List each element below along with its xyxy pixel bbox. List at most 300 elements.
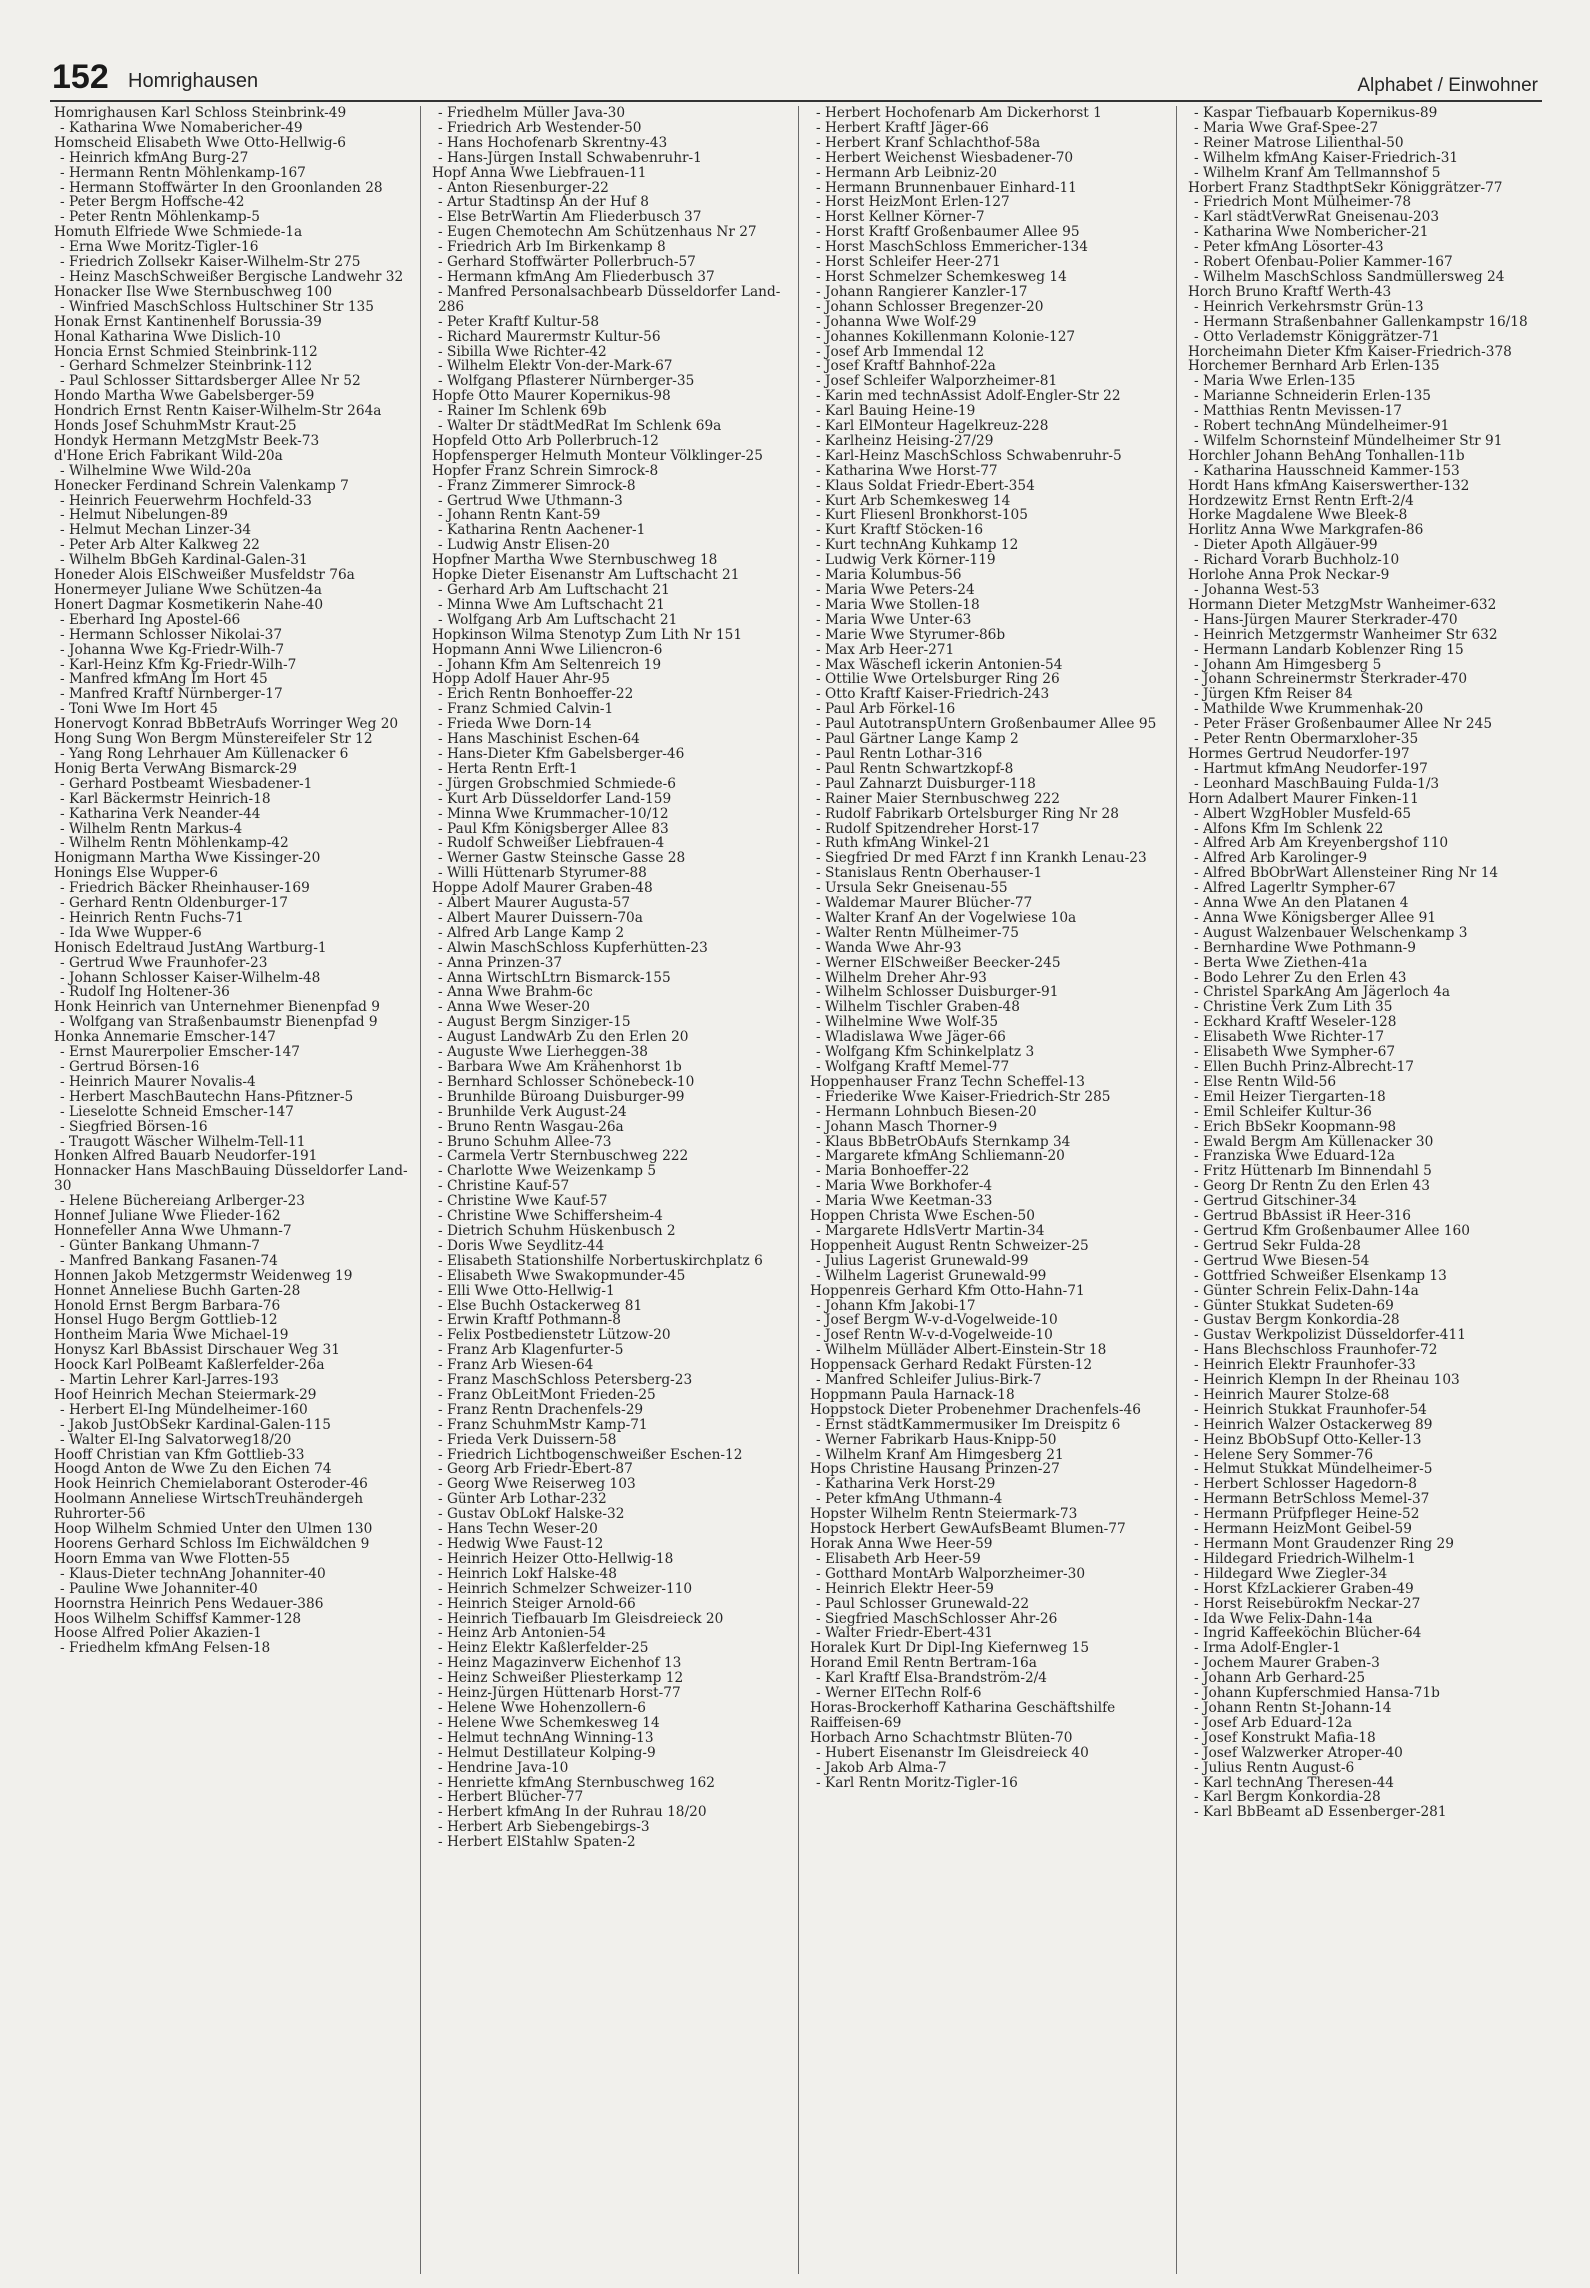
directory-entry: - Ernst städtKammermusiker Im Dreispitz 6 bbox=[816, 1416, 1121, 1433]
directory-entry: - Rudolf Ing Holtener-36 bbox=[60, 984, 230, 1001]
directory-entry: - Felix Postbedienstetr Lützow-20 bbox=[438, 1327, 671, 1344]
directory-entry: Hong Sung Won Bergm Münstereifeler Str 12 bbox=[54, 731, 373, 748]
directory-entry: - Werner ElSchweißer Beecker-245 bbox=[816, 954, 1061, 971]
directory-entry: - Horst HeizMont Erlen-127 bbox=[816, 194, 1010, 211]
directory-entry: - Auguste Wwe Lierheggen-38 bbox=[438, 1044, 648, 1061]
directory-entry: - Paul Kfm Königsberger Allee 83 bbox=[438, 820, 669, 837]
directory-entry: - Heinrich Lokf Halske-48 bbox=[438, 1565, 617, 1582]
directory-entry: - Anton Riesenburger-22 bbox=[438, 179, 609, 196]
directory-entry: - Marianne Schneiderin Erlen-135 bbox=[1194, 388, 1431, 405]
directory-entry: Honken Alfred Bauarb Neudorfer-191 bbox=[54, 1148, 318, 1165]
directory-entry: - Alfred Arb Lange Kamp 2 bbox=[438, 924, 625, 941]
directory-entry: - Herbert Blücher-77 bbox=[438, 1789, 584, 1806]
directory-entry: Honings Else Wupper-6 bbox=[54, 865, 218, 882]
directory-entry: Honnefeller Anna Wwe Uhmann-7 bbox=[54, 1222, 292, 1239]
directory-entry: - Johann Schlosser Kaiser-Wilhelm-48 bbox=[60, 969, 321, 986]
directory-entry: - Johannes Kokillenmann Kolonie-127 bbox=[816, 328, 1076, 345]
directory-entry: Honacker Ilse Wwe Sternbuschweg 100 bbox=[54, 283, 333, 300]
directory-entry: - Josef Arb Immendal 12 bbox=[816, 343, 985, 360]
directory-entry: - Julius Rentn August-6 bbox=[1194, 1759, 1355, 1776]
directory-entry: - Klaus BbBetrObAufs Sternkamp 34 bbox=[816, 1133, 1071, 1150]
directory-entry: - Else BetrWartin Am Fliederbusch 37 bbox=[438, 209, 702, 226]
directory-entry: - Heinrich Metzgermstr Wanheimer Str 632 bbox=[1194, 626, 1498, 643]
directory-entry: - Hermann HeizMont Geibel-59 bbox=[1194, 1521, 1412, 1538]
directory-entry: - Barbara Wwe Am Krähenhorst 1b bbox=[438, 1059, 682, 1075]
directory-entry: - Rainer Im Schlenk 69b bbox=[438, 403, 607, 420]
directory-entry: - Katharina Wwe Nombericher-21 bbox=[1194, 224, 1429, 241]
directory-entry: - Brunhilde Verk August-24 bbox=[438, 1103, 627, 1120]
directory-entry: Hontheim Maria Wwe Michael-19 bbox=[54, 1327, 289, 1344]
directory-entry: - Erich Rentn Bonhoeffer-22 bbox=[438, 686, 634, 703]
directory-entry: Honal Katharina Wwe Dislich-10 bbox=[54, 328, 281, 345]
directory-entry: - Helene Büchereiang Arlberger-23 bbox=[60, 1193, 305, 1210]
directory-entry: - Gerhard Arb Am Luftschacht 21 bbox=[438, 582, 670, 598]
directory-entry: - Paul Rentn Schwartzkopf-8 bbox=[816, 760, 1014, 777]
directory-entry: Horak Anna Wwe Heer-59 bbox=[810, 1536, 993, 1552]
directory-entry: - Elisabeth Stationshilfe Norbertuskirchplatz 6 bbox=[438, 1252, 763, 1269]
directory-entry: - Alwin MaschSchloss Kupferhütten-23 bbox=[438, 939, 708, 956]
directory-entry: Honert Dagmar Kosmetikerin Nahe-40 bbox=[54, 596, 324, 613]
directory-entry: - Helmut Stukkat Mündelheimer-5 bbox=[1194, 1461, 1433, 1478]
directory-entry: - Josef Arb Eduard-12a bbox=[1194, 1714, 1353, 1731]
directory-entry: - Herbert kfmAng In der Ruhrau 18/20 bbox=[438, 1804, 707, 1821]
directory-entry: - Kurt Kraftf Stöcken-16 bbox=[816, 522, 984, 539]
directory-entry: - Gustav Bergm Konkordia-28 bbox=[1194, 1312, 1400, 1329]
directory-entry: Honk Heinrich van Unternehmer Bienenpfad 9 bbox=[54, 999, 380, 1016]
directory-entry: - Hildegard Wwe Ziegler-34 bbox=[1194, 1565, 1388, 1582]
directory-entry: - Alfons Kfm Im Schlenk 22 bbox=[1194, 820, 1384, 837]
directory-entry: Hopf Anna Wwe Liebfrauen-11 bbox=[432, 164, 647, 181]
directory-entry: - Hendrine Java-10 bbox=[438, 1759, 569, 1776]
directory-entry: - Manfred Kraftf Nürnberger-17 bbox=[60, 686, 283, 703]
directory-entry: - August Walzenbauer Welschenkamp 3 bbox=[1194, 924, 1468, 941]
directory-entry: Hoppstock Dieter Probenehmer Drachenfels-46 bbox=[810, 1401, 1141, 1418]
directory-entry: - Mathilde Wwe Krummenhak-20 bbox=[1194, 701, 1424, 718]
directory-entry: d'Hone Erich Fabrikant Wild-20a bbox=[54, 447, 283, 464]
directory-entry: - Alfred Arb Karolinger-9 bbox=[1194, 850, 1368, 867]
directory-entry: - Erna Wwe Moritz-Tigler-16 bbox=[60, 239, 259, 256]
directory-entry: - Willi Hüttenarb Styrumer-88 bbox=[438, 865, 647, 882]
directory-entry: - Friedrich Arb Westender-50 bbox=[438, 119, 642, 136]
directory-entry: - Hans Hochofenarb Skrentny-43 bbox=[438, 134, 668, 151]
directory-entry: Honecker Ferdinand Schrein Valenkamp 7 bbox=[54, 477, 349, 494]
directory-entry: - Hans Blechschloss Fraunhofer-72 bbox=[1194, 1342, 1438, 1359]
directory-entry: - Katharina Hausschneid Kammer-153 bbox=[1194, 462, 1460, 479]
directory-entry: - Bernhard Schlosser Schönebeck-10 bbox=[438, 1073, 695, 1090]
directory-entry: - Sibilla Wwe Richter-42 bbox=[438, 343, 607, 360]
directory-entry: - Johann Rentn Kant-59 bbox=[438, 507, 601, 524]
directory-entry: - Fritz Hüttenarb Im Binnendahl 5 bbox=[1194, 1163, 1432, 1180]
directory-entry: - Charlotte Wwe Weizenkamp 5 bbox=[438, 1163, 657, 1180]
directory-entry: - Ursula Sekr Gneisenau-55 bbox=[816, 880, 1008, 897]
directory-entry: - Heinz BbObSupf Otto-Keller-13 bbox=[1194, 1431, 1422, 1448]
directory-entry: - Toni Wwe Im Hort 45 bbox=[60, 701, 218, 718]
directory-entry: - Friederike Wwe Kaiser-Friedrich-Str 285 bbox=[816, 1088, 1111, 1105]
directory-entry: - Maria Wwe Keetman-33 bbox=[816, 1193, 993, 1210]
directory-entry: - Heinz MaschSchweißer Bergische Landwehr 32 bbox=[60, 268, 404, 285]
directory-entry: - Franz Arb Klagenfurter-5 bbox=[438, 1342, 624, 1359]
directory-entry: - Herbert Schlosser Hagedorn-8 bbox=[1194, 1476, 1417, 1493]
directory-entry: - Klaus-Dieter technAng Johanniter-40 bbox=[60, 1565, 326, 1582]
directory-entry: Honds Josef SchuhmMstr Kraut-25 bbox=[54, 418, 297, 435]
directory-entry: - Martin Lehrer Karl-Jarres-193 bbox=[60, 1372, 279, 1389]
directory-entry: - Paul AutotranspUntern Großenbaumer Allee 95 bbox=[816, 716, 1157, 733]
directory-entry: - Josef Schleifer Walporzheimer-81 bbox=[816, 373, 1058, 390]
directory-entry: - Kaspar Tiefbauarb Kopernikus-89 bbox=[1194, 106, 1438, 121]
directory-entry: - Minna Wwe Am Luftschacht 21 bbox=[438, 596, 665, 613]
directory-entry: - Doris Wwe Seydlitz-44 bbox=[438, 1237, 605, 1254]
directory-entry: Hopstock Herbert GewAufsBeamt Blumen-77 bbox=[810, 1521, 1126, 1538]
directory-entry: - Richard Vorarb Buchholz-10 bbox=[1194, 552, 1400, 569]
directory-entry: - Max Wäschefl ickerin Antonien-54 bbox=[816, 656, 1063, 673]
directory-entry: - Horst Reisebürokfm Neckar-27 bbox=[1194, 1595, 1421, 1612]
directory-entry: - Walter Dr städtMedRat Im Schlenk 69a bbox=[438, 418, 722, 435]
directory-entry: - Wolfgang Pflasterer Nürnberger-35 bbox=[438, 373, 695, 390]
directory-entry: Honsel Hugo Bergm Gottlieb-12 bbox=[54, 1312, 278, 1329]
directory-entry: - Wolfgang Kfm Schinkelplatz 3 bbox=[816, 1044, 1035, 1061]
directory-entry: - Manfred kfmAng Im Hort 45 bbox=[60, 671, 268, 688]
directory-entry: - Kurt Arb Düsseldorfer Land-159 bbox=[438, 790, 672, 807]
directory-entry: - Maria Bonhoeffer-22 bbox=[816, 1163, 970, 1180]
directory-entry: Homrighausen Karl Schloss Steinbrink-49 bbox=[54, 106, 347, 121]
directory-entry: Hopfensperger Helmuth Monteur Völklinger-25 bbox=[432, 447, 763, 464]
directory-entry: - Heinz Elektr Kaßlerfelder-25 bbox=[438, 1640, 649, 1657]
directory-entry: - Wilhelm BbGeh Kardinal-Galen-31 bbox=[60, 552, 308, 569]
directory-entry: - Erwin Kraftf Pothmann-8 bbox=[438, 1312, 621, 1329]
directory-entry: - Brunhilde Büroang Duisburger-99 bbox=[438, 1088, 685, 1105]
directory-entry: - Erich BbSekr Koopmann-98 bbox=[1194, 1118, 1397, 1135]
directory-entry: - Gertrud Sekr Fulda-28 bbox=[1194, 1237, 1361, 1254]
directory-entry: - Heinrich Verkehrsmstr Grün-13 bbox=[1194, 298, 1424, 315]
directory-entry: - Peter kfmAng Lösorter-43 bbox=[1194, 239, 1384, 256]
directory-entry: - Julius Lagerist Grunewald-99 bbox=[816, 1252, 1029, 1269]
directory-entry: - Christel SparkAng Am Jägerloch 4a bbox=[1194, 984, 1451, 1001]
directory-entry: Hoppenheit August Rentn Schweizer-25 bbox=[810, 1237, 1089, 1254]
directory-entry: - Heinrich Klempn In der Rheinau 103 bbox=[1194, 1372, 1460, 1389]
directory-entry: - Herta Rentn Erft-1 bbox=[438, 760, 578, 777]
directory-entry: - Anna Wwe Königsberger Allee 91 bbox=[1194, 909, 1437, 926]
directory-entry: - Manfred Personalsachbearb Düsseldorfer Land-286 bbox=[438, 283, 781, 315]
directory-entry: - Franz Rentn Drachenfels-29 bbox=[438, 1401, 644, 1418]
directory-entry: - Johann Kfm Jakobi-17 bbox=[816, 1297, 976, 1314]
directory-entry: - Christine Verk Zum Lith 35 bbox=[1194, 999, 1393, 1016]
directory-entry: - Lieselotte Schneid Emscher-147 bbox=[60, 1103, 294, 1120]
directory-entry: - Johann Schlosser Bregenzer-20 bbox=[816, 298, 1044, 315]
directory-entry: Horbert Franz StadthptSekr Königgrätzer-77 bbox=[1188, 179, 1503, 196]
directory-entry: - Christine Wwe Kauf-57 bbox=[438, 1193, 608, 1210]
directory-entry: - Alfred BbObrWart Allensteiner Ring Nr 14 bbox=[1194, 865, 1499, 882]
directory-entry: - Dietrich Schuhm Hüskenbusch 2 bbox=[438, 1222, 676, 1239]
directory-entry: - Hedwig Wwe Faust-12 bbox=[438, 1536, 604, 1552]
directory-entry: - Helene Wwe Schemkesweg 14 bbox=[438, 1714, 660, 1731]
directory-entry: - Anna Wwe An den Platanen 4 bbox=[1194, 895, 1409, 912]
directory-entry: Hoornstra Heinrich Pens Wedauer-386 bbox=[54, 1595, 324, 1612]
directory-entry: - Hildegard Friedrich-Wilhelm-1 bbox=[1194, 1550, 1416, 1567]
directory-entry: - Heinrich Schmelzer Schweizer-110 bbox=[438, 1580, 693, 1597]
directory-entry: - Waldemar Maurer Blücher-77 bbox=[816, 895, 1033, 912]
directory-entry: - Johanna Wwe Kg-Friedr-Wilh-7 bbox=[60, 641, 285, 658]
directory-entry: - Heinrich Feuerwehrm Hochfeld-33 bbox=[60, 492, 312, 509]
directory-entry: - Heinz Magazinverw Eichenhof 13 bbox=[438, 1655, 682, 1672]
directory-entry: - Alfred Lagerltr Sympher-67 bbox=[1194, 880, 1396, 897]
directory-entry: Hoppensack Gerhard Redakt Fürsten-12 bbox=[810, 1357, 1093, 1374]
directory-entry: - Horst Kraftf Großenbaumer Allee 95 bbox=[816, 224, 1080, 241]
directory-entry: - Gertrud Wwe Uthmann-3 bbox=[438, 492, 623, 509]
directory-entry: - Hermann Mont Graudenzer Ring 29 bbox=[1194, 1536, 1454, 1552]
directory-entry: Hooff Christian van Kfm Gottlieb-33 bbox=[54, 1446, 305, 1463]
directory-entry: - Karl Bäckermstr Heinrich-18 bbox=[60, 790, 271, 807]
directory-entry: - Eckhard Kraftf Weseler-128 bbox=[1194, 1014, 1397, 1031]
directory-entry: - Katharina Rentn Aachener-1 bbox=[438, 522, 646, 539]
directory-entry: Honervogt Konrad BbBetrAufs Worringer Weg 20 bbox=[54, 716, 399, 733]
directory-entry: - Wilhelm Kranf Am Himgesberg 21 bbox=[816, 1446, 1064, 1463]
directory-entry: Hoos Wilhelm Schiffsf Kammer-128 bbox=[54, 1610, 302, 1627]
directory-entry: - Heinz-Jürgen Hüttenarb Horst-77 bbox=[438, 1685, 681, 1702]
directory-entry: - Elisabeth Wwe Richter-17 bbox=[1194, 1029, 1385, 1046]
directory-entry: - Horst Schleifer Heer-271 bbox=[816, 254, 1001, 271]
directory-entry: Horlitz Anna Wwe Markgrafen-86 bbox=[1188, 522, 1424, 539]
directory-entry: - Franz Zimmerer Simrock-8 bbox=[438, 477, 636, 494]
directory-entry: - Paul Schlosser Sittardsberger Allee Nr 52 bbox=[60, 373, 361, 390]
directory-entry: - Heinrich Maurer Novalis-4 bbox=[60, 1073, 256, 1090]
directory-entry: - Horst KfzLackierer Graben-49 bbox=[1194, 1580, 1414, 1597]
directory-entry: - Gertrud Gitschiner-34 bbox=[1194, 1193, 1357, 1210]
directory-entry: - Elisabeth Wwe Swakopmunder-45 bbox=[438, 1267, 686, 1284]
directory-entry: - Jakob Arb Alma-7 bbox=[816, 1759, 947, 1776]
directory-entry: Hopster Wilhelm Rentn Steiermark-73 bbox=[810, 1506, 1078, 1523]
directory-entry: - Wilhelm Rentn Möhlenkamp-42 bbox=[60, 835, 289, 852]
directory-entry: - Friedhelm Müller Java-30 bbox=[438, 106, 626, 121]
directory-entry: - Johann Am Himgesberg 5 bbox=[1194, 656, 1382, 673]
directory-entry: - Kurt Arb Schemkesweg 14 bbox=[816, 492, 1011, 509]
directory-entry: - Hermann Prüfpfleger Heine-52 bbox=[1194, 1506, 1420, 1523]
directory-entry: - Winfried MaschSchloss Hultschiner Str 135 bbox=[60, 298, 374, 315]
directory-entry: Hoorn Emma van Wwe Flotten-55 bbox=[54, 1550, 290, 1567]
directory-entry: Hordt Hans kfmAng Kaiserswerther-132 bbox=[1188, 477, 1470, 494]
directory-entry: - Anna Wwe Brahm-6c bbox=[438, 984, 593, 1001]
directory-entry: - Yang Rong Lehrhauer Am Küllenacker 6 bbox=[60, 745, 349, 762]
directory-entry: - Herbert El-Ing Mündelheimer-160 bbox=[60, 1401, 308, 1418]
directory-entry: Hoppe Adolf Maurer Graben-48 bbox=[432, 880, 653, 897]
directory-entry: - Heinrich Heizer Otto-Hellwig-18 bbox=[438, 1550, 674, 1567]
directory-entry: - Heinrich Rentn Fuchs-71 bbox=[60, 909, 244, 926]
directory-entry: Honysz Karl BbAssist Dirschauer Weg 31 bbox=[54, 1342, 340, 1359]
directory-entry: - Karl BbBeamt aD Essenberger-281 bbox=[1194, 1804, 1447, 1821]
directory-entry: - Wilhelm Dreher Ahr-93 bbox=[816, 969, 987, 986]
directory-entry: - August LandwArb Zu den Erlen 20 bbox=[438, 1029, 689, 1046]
directory-entry: - Frieda Verk Duissern-58 bbox=[438, 1431, 617, 1448]
directory-entry: - Herbert Arb Siebengebirgs-3 bbox=[438, 1819, 650, 1836]
directory-entry: - Helmut technAng Winning-13 bbox=[438, 1729, 654, 1746]
directory-entry: - Friedrich Zollsekr Kaiser-Wilhelm-Str 275 bbox=[60, 254, 361, 271]
directory-entry: - Ida Wwe Felix-Dahn-14a bbox=[1194, 1610, 1373, 1627]
directory-entry: - Günter Stukkat Sudeten-69 bbox=[1194, 1297, 1394, 1314]
directory-entry: - Irma Adolf-Engler-1 bbox=[1194, 1640, 1341, 1657]
directory-entry: - Gertrud Börsen-16 bbox=[60, 1059, 200, 1075]
directory-entry: Hoose Alfred Polier Akazien-1 bbox=[54, 1625, 262, 1642]
directory-entry: Hondyk Hermann MetzgMstr Beek-73 bbox=[54, 432, 320, 449]
directory-entry: - Emil Heizer Tiergarten-18 bbox=[1194, 1088, 1386, 1105]
directory-entry: - Eberhard Ing Apostel-66 bbox=[60, 611, 241, 628]
directory-entry: - Franz SchuhmMstr Kamp-71 bbox=[438, 1416, 648, 1433]
directory-entry: - Alfred Arb Am Kreyenbergshof 110 bbox=[1194, 835, 1449, 852]
directory-entry: - Georg Arb Friedr-Ebert-87 bbox=[438, 1461, 633, 1478]
directory-entry: - Christine Wwe Schiffersheim-4 bbox=[438, 1208, 663, 1225]
directory-entry: Horlohe Anna Prok Neckar-9 bbox=[1188, 567, 1390, 584]
directory-entry: - Friedrich Lichtbogenschweißer Eschen-12 bbox=[438, 1446, 743, 1463]
directory-entry: - Wilhelm Tischler Graben-48 bbox=[816, 999, 1020, 1016]
directory-entry: - Frieda Wwe Dorn-14 bbox=[438, 716, 592, 733]
directory-entry: - Karl Rentn Moritz-Tigler-16 bbox=[816, 1774, 1018, 1791]
directory-entry: - Karl-Heinz MaschSchloss Schwabenruhr-5 bbox=[816, 447, 1122, 464]
directory-entry: - Wilhelmine Wwe Wild-20a bbox=[60, 462, 252, 479]
directory-entry: - Heinrich Elektr Fraunhofer-33 bbox=[1194, 1357, 1416, 1374]
directory-entry: - Wilhelm MaschSchloss Sandmüllersweg 24 bbox=[1194, 268, 1505, 285]
directory-entry: - Werner Gastw Steinsche Gasse 28 bbox=[438, 850, 686, 867]
directory-entry: - Maria Wwe Peters-24 bbox=[816, 582, 975, 598]
directory-entry: - Heinrich kfmAng Burg-27 bbox=[60, 149, 249, 166]
section-title: Alphabet / Einwohner bbox=[1357, 75, 1538, 96]
directory-entry: - Hermann BetrSchloss Memel-37 bbox=[1194, 1491, 1430, 1508]
directory-entry: - Elisabeth Arb Heer-59 bbox=[816, 1550, 981, 1567]
directory-entry: Honold Ernst Bergm Barbara-76 bbox=[54, 1297, 281, 1314]
directory-entry: - Peter kfmAng Uthmann-4 bbox=[816, 1491, 1003, 1508]
directory-entry: - Georg Wwe Reiserweg 103 bbox=[438, 1476, 636, 1493]
directory-entry: - Robert Ofenbau-Polier Kammer-167 bbox=[1194, 254, 1453, 271]
directory-entry: - Peter Bergm Hoffsche-42 bbox=[60, 194, 245, 211]
directory-column-4 bbox=[1186, 106, 1542, 2276]
directory-entry: - Eugen Chemotechn Am Schützenhaus Nr 27 bbox=[438, 224, 757, 241]
directory-entry: - Siegfried Dr med FArzt f inn Krankh Lenau-23 bbox=[816, 850, 1147, 867]
directory-entry: - Wolfgang Kraftf Memel-77 bbox=[816, 1059, 1010, 1075]
directory-entry: Hoppenreis Gerhard Kfm Otto-Hahn-71 bbox=[810, 1282, 1085, 1299]
directory-entry: - Johann Arb Gerhard-25 bbox=[1194, 1670, 1366, 1687]
directory-entry: - Karlheinz Heising-27/29 bbox=[816, 432, 994, 449]
directory-entry: Hoppenhauser Franz Techn Scheffel-13 bbox=[810, 1073, 1086, 1090]
directory-entry: - Katharina Wwe Horst-77 bbox=[816, 462, 998, 479]
directory-entry: - Albert Maurer Duissern-70a bbox=[438, 909, 643, 926]
directory-entry: - Manfred Bankang Fasanen-74 bbox=[60, 1252, 278, 1269]
directory-entry: - Johann Schreinermstr Sterkrader-470 bbox=[1194, 671, 1468, 688]
directory-entry: - Paul Rentn Lothar-316 bbox=[816, 745, 983, 762]
directory-entry: - Josef Walzwerker Atroper-40 bbox=[1194, 1744, 1403, 1761]
directory-entry: - Helene Sery Sommer-76 bbox=[1194, 1446, 1374, 1463]
directory-entry: - Wilhelm Elektr Von-der-Mark-67 bbox=[438, 358, 673, 375]
directory-entry: - Marie Wwe Styrumer-86b bbox=[816, 626, 1006, 643]
directory-entry: - Walter Friedr-Ebert-431 bbox=[816, 1625, 993, 1642]
directory-entry: - Gertrud Kfm Großenbaumer Allee 160 bbox=[1194, 1222, 1470, 1239]
directory-entry: - Josef Bergm W-v-d-Vogelweide-10 bbox=[816, 1312, 1058, 1329]
directory-entry: - Johann Kfm Am Seltenreich 19 bbox=[438, 656, 662, 673]
directory-entry: Hopfeld Otto Arb Pollerbruch-12 bbox=[432, 432, 659, 449]
directory-entry: - Wilhelm Mülläder Albert-Einstein-Str 18 bbox=[816, 1342, 1107, 1359]
directory-entry: - Heinz Schweißer Pliesterkamp 12 bbox=[438, 1670, 684, 1687]
directory-entry: - Katharina Verk Neander-44 bbox=[60, 805, 261, 822]
directory-entry: - Otto Kraftf Kaiser-Friedrich-243 bbox=[816, 686, 1050, 703]
directory-entry: - Horst Kellner Körner-7 bbox=[816, 209, 985, 226]
header-keyword: Homrighausen bbox=[128, 70, 259, 92]
directory-entry: - Paul Zahnarzt Duisburger-118 bbox=[816, 775, 1036, 792]
directory-entry: - Herbert MaschBautechn Hans-Pfitzner-5 bbox=[60, 1088, 354, 1105]
directory-entry: - Karl ElMonteur Hagelkreuz-228 bbox=[816, 418, 1049, 435]
directory-entry: - Hans Techn Weser-20 bbox=[438, 1521, 598, 1538]
directory-entry: - Gerhard Rentn Oldenburger-17 bbox=[60, 895, 288, 912]
directory-entry: - Gotthard MontArb Walporzheimer-30 bbox=[816, 1565, 1086, 1582]
directory-entry: - Paul Arb Förkel-16 bbox=[816, 701, 956, 718]
directory-entry: - Gottfried Schweißer Elsenkamp 13 bbox=[1194, 1267, 1447, 1284]
directory-entry: - Jochem Maurer Graben-3 bbox=[1194, 1655, 1380, 1672]
directory-entry: - Hermann Landarb Koblenzer Ring 15 bbox=[1194, 641, 1464, 658]
directory-entry: Hook Heinrich Chemielaborant Osteroder-46 bbox=[54, 1476, 368, 1493]
directory-entry: Hopfner Martha Wwe Sternbuschweg 18 bbox=[432, 552, 718, 569]
directory-entry: - Helmut Nibelungen-89 bbox=[60, 507, 228, 524]
directory-entry: - Friedrich Mont Mülheimer-78 bbox=[1194, 194, 1412, 211]
directory-entry: - Walter El-Ing Salvatorweg18/20 bbox=[60, 1431, 292, 1448]
directory-entry: - Friedrich Bäcker Rheinhauser-169 bbox=[60, 880, 310, 897]
directory-entry: Horand Emil Rentn Bertram-16a bbox=[810, 1655, 1037, 1672]
directory-entry: Horn Adalbert Maurer Finken-11 bbox=[1188, 790, 1419, 807]
directory-entry: - Gerhard Postbeamt Wiesbadener-1 bbox=[60, 775, 313, 792]
directory-entry: - Artur Stadtinsp An der Huf 8 bbox=[438, 194, 649, 211]
directory-entry: Homscheid Elisabeth Wwe Otto-Hellwig-6 bbox=[54, 134, 347, 151]
directory-entry: - Rudolf Fabrikarb Ortelsburger Ring Nr 28 bbox=[816, 805, 1119, 822]
directory-entry: - Kurt technAng Kuhkamp 12 bbox=[816, 537, 1019, 554]
directory-entry: - Heinrich Elektr Heer-59 bbox=[816, 1580, 994, 1597]
directory-entry: - Herbert Weichenst Wiesbadener-70 bbox=[816, 149, 1074, 166]
directory-entry: Hopmann Anni Wwe Liliencron-6 bbox=[432, 641, 663, 658]
directory-entry: - Ottilie Wwe Ortelsburger Ring 26 bbox=[816, 671, 1060, 688]
directory-entry: - Ruth kfmAng Winkel-21 bbox=[816, 835, 991, 852]
directory-entry: Hopp Adolf Hauer Ahr-95 bbox=[432, 671, 610, 688]
directory-entry: Honisch Edeltraud JustAng Wartburg-1 bbox=[54, 939, 327, 956]
directory-entry: - Matthias Rentn Mevissen-17 bbox=[1194, 403, 1402, 420]
directory-entry: - Werner Fabrikarb Haus-Knipp-50 bbox=[816, 1431, 1057, 1448]
directory-entry: - Hermann Schlosser Nikolai-37 bbox=[60, 626, 283, 643]
directory-entry: Hopkinson Wilma Stenotyp Zum Lith Nr 151 bbox=[432, 626, 743, 643]
directory-entry: - Bodo Lehrer Zu den Erlen 43 bbox=[1194, 969, 1407, 986]
directory-entry: - Karl-Heinz Kfm Kg-Friedr-Wilh-7 bbox=[60, 656, 297, 673]
directory-entry: Hoorens Gerhard Schloss Im Eichwäldchen 9 bbox=[54, 1536, 370, 1552]
directory-entry: - Elisabeth Wwe Sympher-67 bbox=[1194, 1044, 1396, 1061]
directory-entry: Hoof Heinrich Mechan Steiermark-29 bbox=[54, 1386, 317, 1403]
directory-entry: - Gertrud BbAssist iR Heer-316 bbox=[1194, 1208, 1411, 1225]
directory-entry: - Karl Kraftf Elsa-Brandström-2/4 bbox=[816, 1670, 1048, 1687]
directory-entry: Honnen Jakob Metzgermstr Weidenweg 19 bbox=[54, 1267, 353, 1284]
directory-entry: Honak Ernst Kantinenhelf Borussia-39 bbox=[54, 313, 322, 330]
directory-entry: - Hermann Rentn Möhlenkamp-167 bbox=[60, 164, 306, 181]
directory-entry: - Gerhard Schmelzer Steinbrink-112 bbox=[60, 358, 313, 375]
directory-entry: - Wilhelm Kranf Am Tellmannshof 5 bbox=[1194, 164, 1441, 181]
directory-entry: Horch Bruno Kraftf Werth-43 bbox=[1188, 283, 1392, 300]
directory-entry: - Wolfgang Arb Am Luftschacht 21 bbox=[438, 611, 678, 628]
directory-entry: - Friedhelm kfmAng Felsen-18 bbox=[60, 1640, 271, 1657]
directory-entry: - Ellen Buchh Prinz-Albrecht-17 bbox=[1194, 1059, 1414, 1075]
directory-entry: - Hermann Stoffwärter In den Groonlanden 28 bbox=[60, 179, 383, 196]
directory-column-3 bbox=[808, 106, 1172, 2276]
directory-entry: - Peter Rentn Möhlenkamp-5 bbox=[60, 209, 260, 226]
directory-entry: - Gerhard Stoffwärter Pollerbruch-57 bbox=[438, 254, 696, 271]
directory-entry: - Wilfelm Schornsteinf Mündelheimer Str 91 bbox=[1194, 432, 1503, 449]
directory-entry: Hoolmann Anneliese WirtschTreuhändergeh Ruhrorter-56 bbox=[54, 1491, 364, 1523]
directory-entry: - Anna Wwe Weser-20 bbox=[438, 999, 590, 1016]
directory-entry: - Kurt Fliesenl Bronkhorst-105 bbox=[816, 507, 1028, 524]
directory-entry: - Klaus Soldat Friedr-Ebert-354 bbox=[816, 477, 1035, 494]
directory-entry: Hondrich Ernst Rentn Kaiser-Wilhelm-Str 264a bbox=[54, 403, 382, 420]
directory-entry: - Wilhelm Lagerist Grunewald-99 bbox=[816, 1267, 1047, 1284]
directory-entry: - Ernst Maurerpolier Emscher-147 bbox=[60, 1044, 300, 1061]
directory-entry: Honnet Anneliese Buchh Garten-28 bbox=[54, 1282, 301, 1299]
directory-entry: Hormann Dieter MetzgMstr Wanheimer-632 bbox=[1188, 596, 1497, 613]
